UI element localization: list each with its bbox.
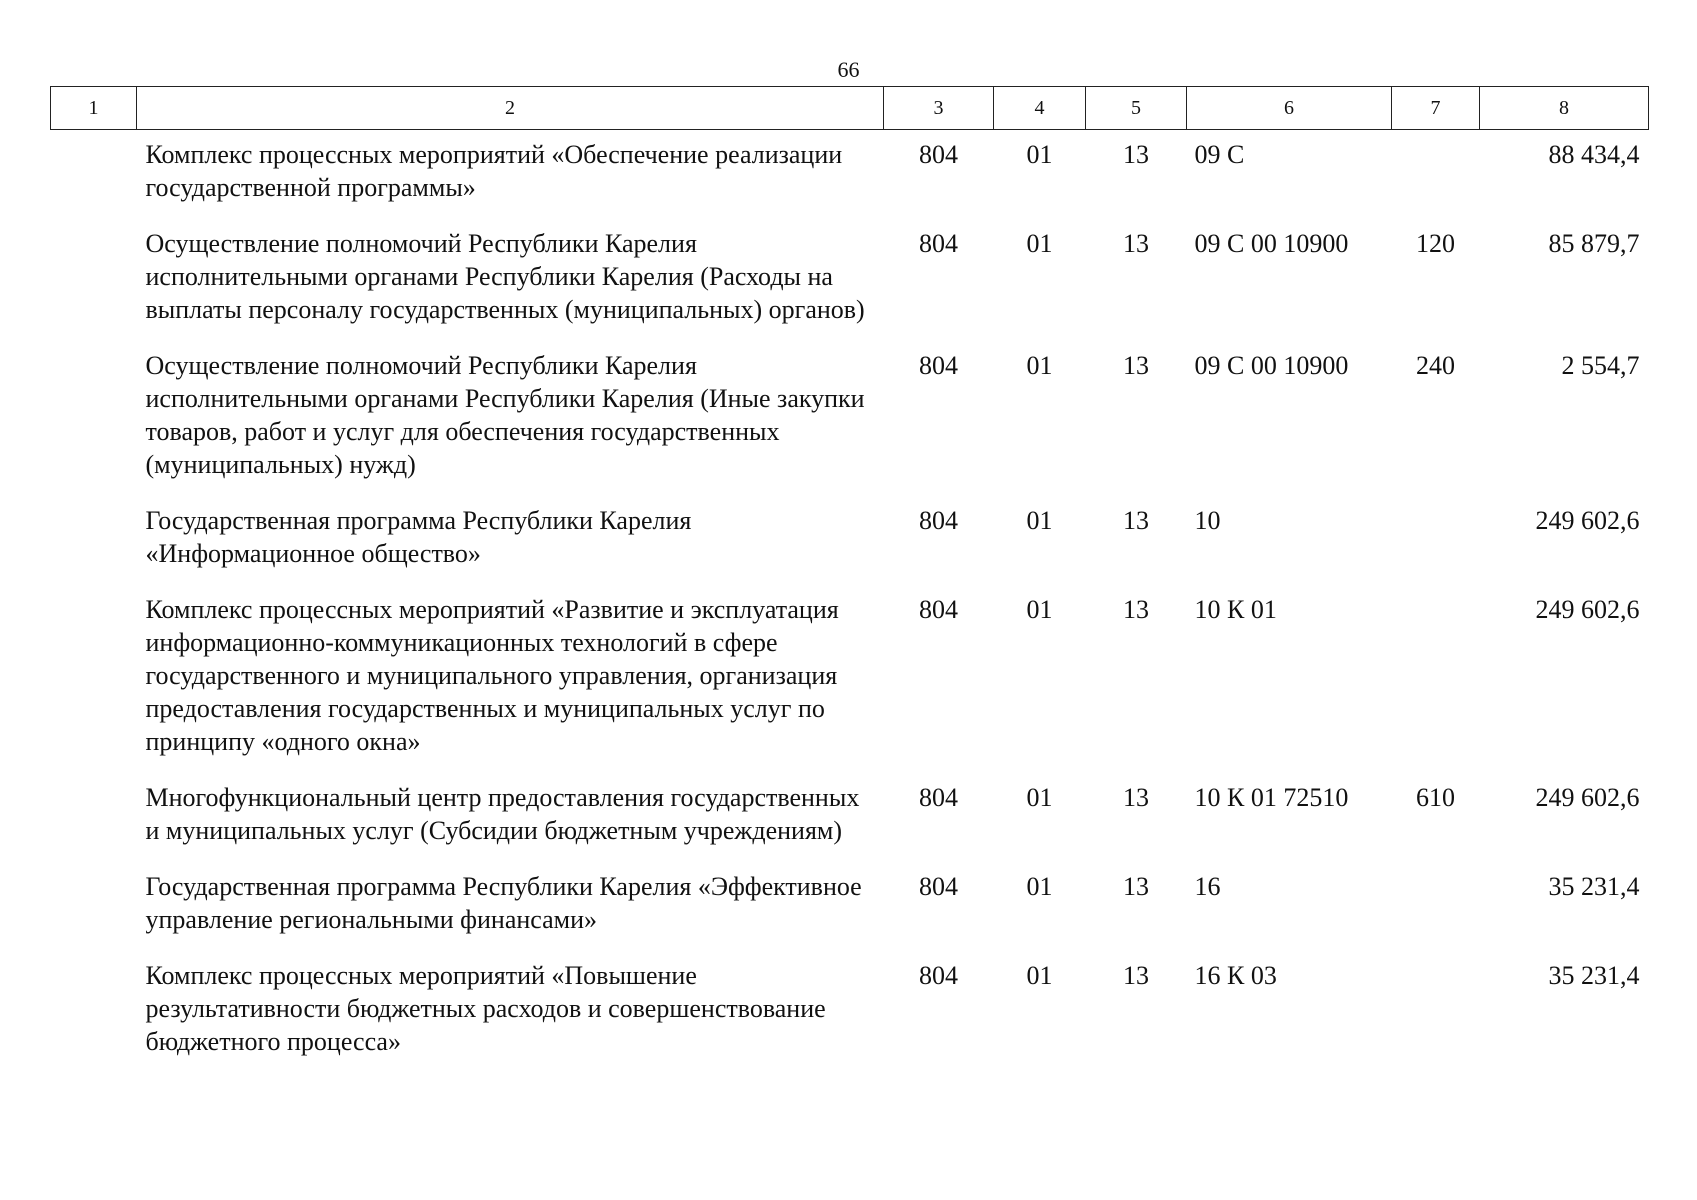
- row-expense-type: 610: [1416, 783, 1455, 812]
- row-expense-type: [1392, 496, 1480, 585]
- row-amount: 249 602,6: [1535, 783, 1640, 812]
- row-subsection: 13: [1123, 961, 1149, 990]
- header-col-4: 4: [994, 87, 1086, 130]
- header-col-3: 3: [884, 87, 994, 130]
- table-row: [51, 130, 1649, 220]
- table-row: [51, 862, 1649, 951]
- row-section: 01: [1026, 595, 1053, 624]
- row-amount: 85 879,7: [1548, 229, 1640, 258]
- row-number: [51, 862, 137, 951]
- row-target-article: 09 С 00 10900: [1194, 229, 1349, 258]
- row-name: Комплекс процессных мероприятий «Обеспечение реализации государственной программы»: [145, 140, 843, 202]
- row-subsection: 13: [1123, 229, 1149, 258]
- row-amount: 249 602,6: [1535, 595, 1640, 624]
- header-col-7: 7: [1392, 87, 1480, 130]
- row-target-article: 10 К 01 72510: [1194, 783, 1349, 812]
- row-grbs: 804: [919, 872, 958, 901]
- row-expense-type: 240: [1416, 351, 1455, 380]
- header-col-2: 2: [137, 87, 884, 130]
- header-row: [51, 87, 1649, 130]
- page-number: 66: [837, 57, 860, 82]
- row-section: 01: [1026, 783, 1053, 812]
- header-col-6: 6: [1187, 87, 1392, 130]
- row-section: 01: [1026, 872, 1053, 901]
- row-target-article: 10: [1194, 506, 1221, 535]
- header-col-8: 8: [1480, 87, 1649, 130]
- table-header: [51, 87, 1649, 130]
- row-grbs: 804: [919, 783, 958, 812]
- table-row: [51, 496, 1649, 585]
- row-target-article: 16: [1194, 872, 1221, 901]
- row-subsection: 13: [1123, 595, 1149, 624]
- row-expense-type: [1392, 130, 1480, 220]
- row-number: [51, 341, 137, 496]
- table-row: [51, 219, 1649, 341]
- row-amount: 35 231,4: [1548, 872, 1640, 901]
- row-amount: 88 434,4: [1548, 140, 1640, 169]
- row-name: Комплекс процессных мероприятий «Повышение результативности бюджетных расходов и совершенствование бюджетного процесса»: [145, 961, 826, 1056]
- row-target-article: 16 К 03: [1194, 961, 1277, 990]
- row-expense-type: [1392, 951, 1480, 1073]
- row-grbs: 804: [919, 229, 958, 258]
- row-number: [51, 130, 137, 220]
- row-section: 01: [1026, 140, 1053, 169]
- row-subsection: 13: [1123, 872, 1149, 901]
- row-section: 01: [1026, 506, 1053, 535]
- row-grbs: 804: [919, 140, 958, 169]
- row-name: Государственная программа Республики Карелия «Информационное общество»: [145, 506, 692, 568]
- row-expense-type: 120: [1416, 229, 1455, 258]
- row-subsection: 13: [1123, 506, 1149, 535]
- table-row: [51, 773, 1649, 862]
- row-name: Комплекс процессных мероприятий «Развитие и эксплуатация информационно-коммуникационных технологий в сфере государственного и муниципального управления, организация предоставления государственных и муниципальных услуг по принципу «одного окна»: [145, 595, 839, 756]
- row-section: 01: [1026, 961, 1053, 990]
- table-body: [51, 130, 1649, 1074]
- row-name: Государственная программа Республики Карелия «Эффективное управление региональными финансами»: [145, 872, 862, 934]
- row-subsection: 13: [1123, 140, 1149, 169]
- row-expense-type: [1392, 862, 1480, 951]
- row-grbs: 804: [919, 506, 958, 535]
- row-expense-type: [1392, 585, 1480, 773]
- row-grbs: 804: [919, 595, 958, 624]
- header-col-1: 1: [51, 87, 137, 130]
- row-target-article: 10 К 01: [1194, 595, 1277, 624]
- row-target-article: 09 С: [1194, 140, 1245, 169]
- row-subsection: 13: [1123, 783, 1149, 812]
- header-col-5: 5: [1086, 87, 1187, 130]
- row-amount: 249 602,6: [1535, 506, 1640, 535]
- row-section: 01: [1026, 229, 1053, 258]
- budget-table: [50, 86, 1649, 1073]
- row-number: [51, 951, 137, 1073]
- row-grbs: 804: [919, 961, 958, 990]
- table-row: [51, 585, 1649, 773]
- row-amount: 35 231,4: [1548, 961, 1640, 990]
- row-target-article: 09 С 00 10900: [1194, 351, 1349, 380]
- table-row: [51, 951, 1649, 1073]
- row-amount: 2 554,7: [1561, 351, 1640, 380]
- row-number: [51, 219, 137, 341]
- row-number: [51, 585, 137, 773]
- row-name: Осуществление полномочий Республики Карелия исполнительными органами Республики Карелия (Расходы на выплаты персоналу государственных (муниципальных) органов): [145, 229, 865, 324]
- table-row: [51, 341, 1649, 496]
- row-name: Многофункциональный центр предоставления государственных и муниципальных услуг (Субсидии бюджетным учреждениям): [145, 783, 860, 845]
- row-number: [51, 496, 137, 585]
- row-number: [51, 773, 137, 862]
- row-subsection: 13: [1123, 351, 1149, 380]
- row-name: Осуществление полномочий Республики Карелия исполнительными органами Республики Карелия (Иные закупки товаров, работ и услуг для обеспечения государственных (муниципальных) нужд): [145, 351, 865, 479]
- row-grbs: 804: [919, 351, 958, 380]
- row-section: 01: [1026, 351, 1053, 380]
